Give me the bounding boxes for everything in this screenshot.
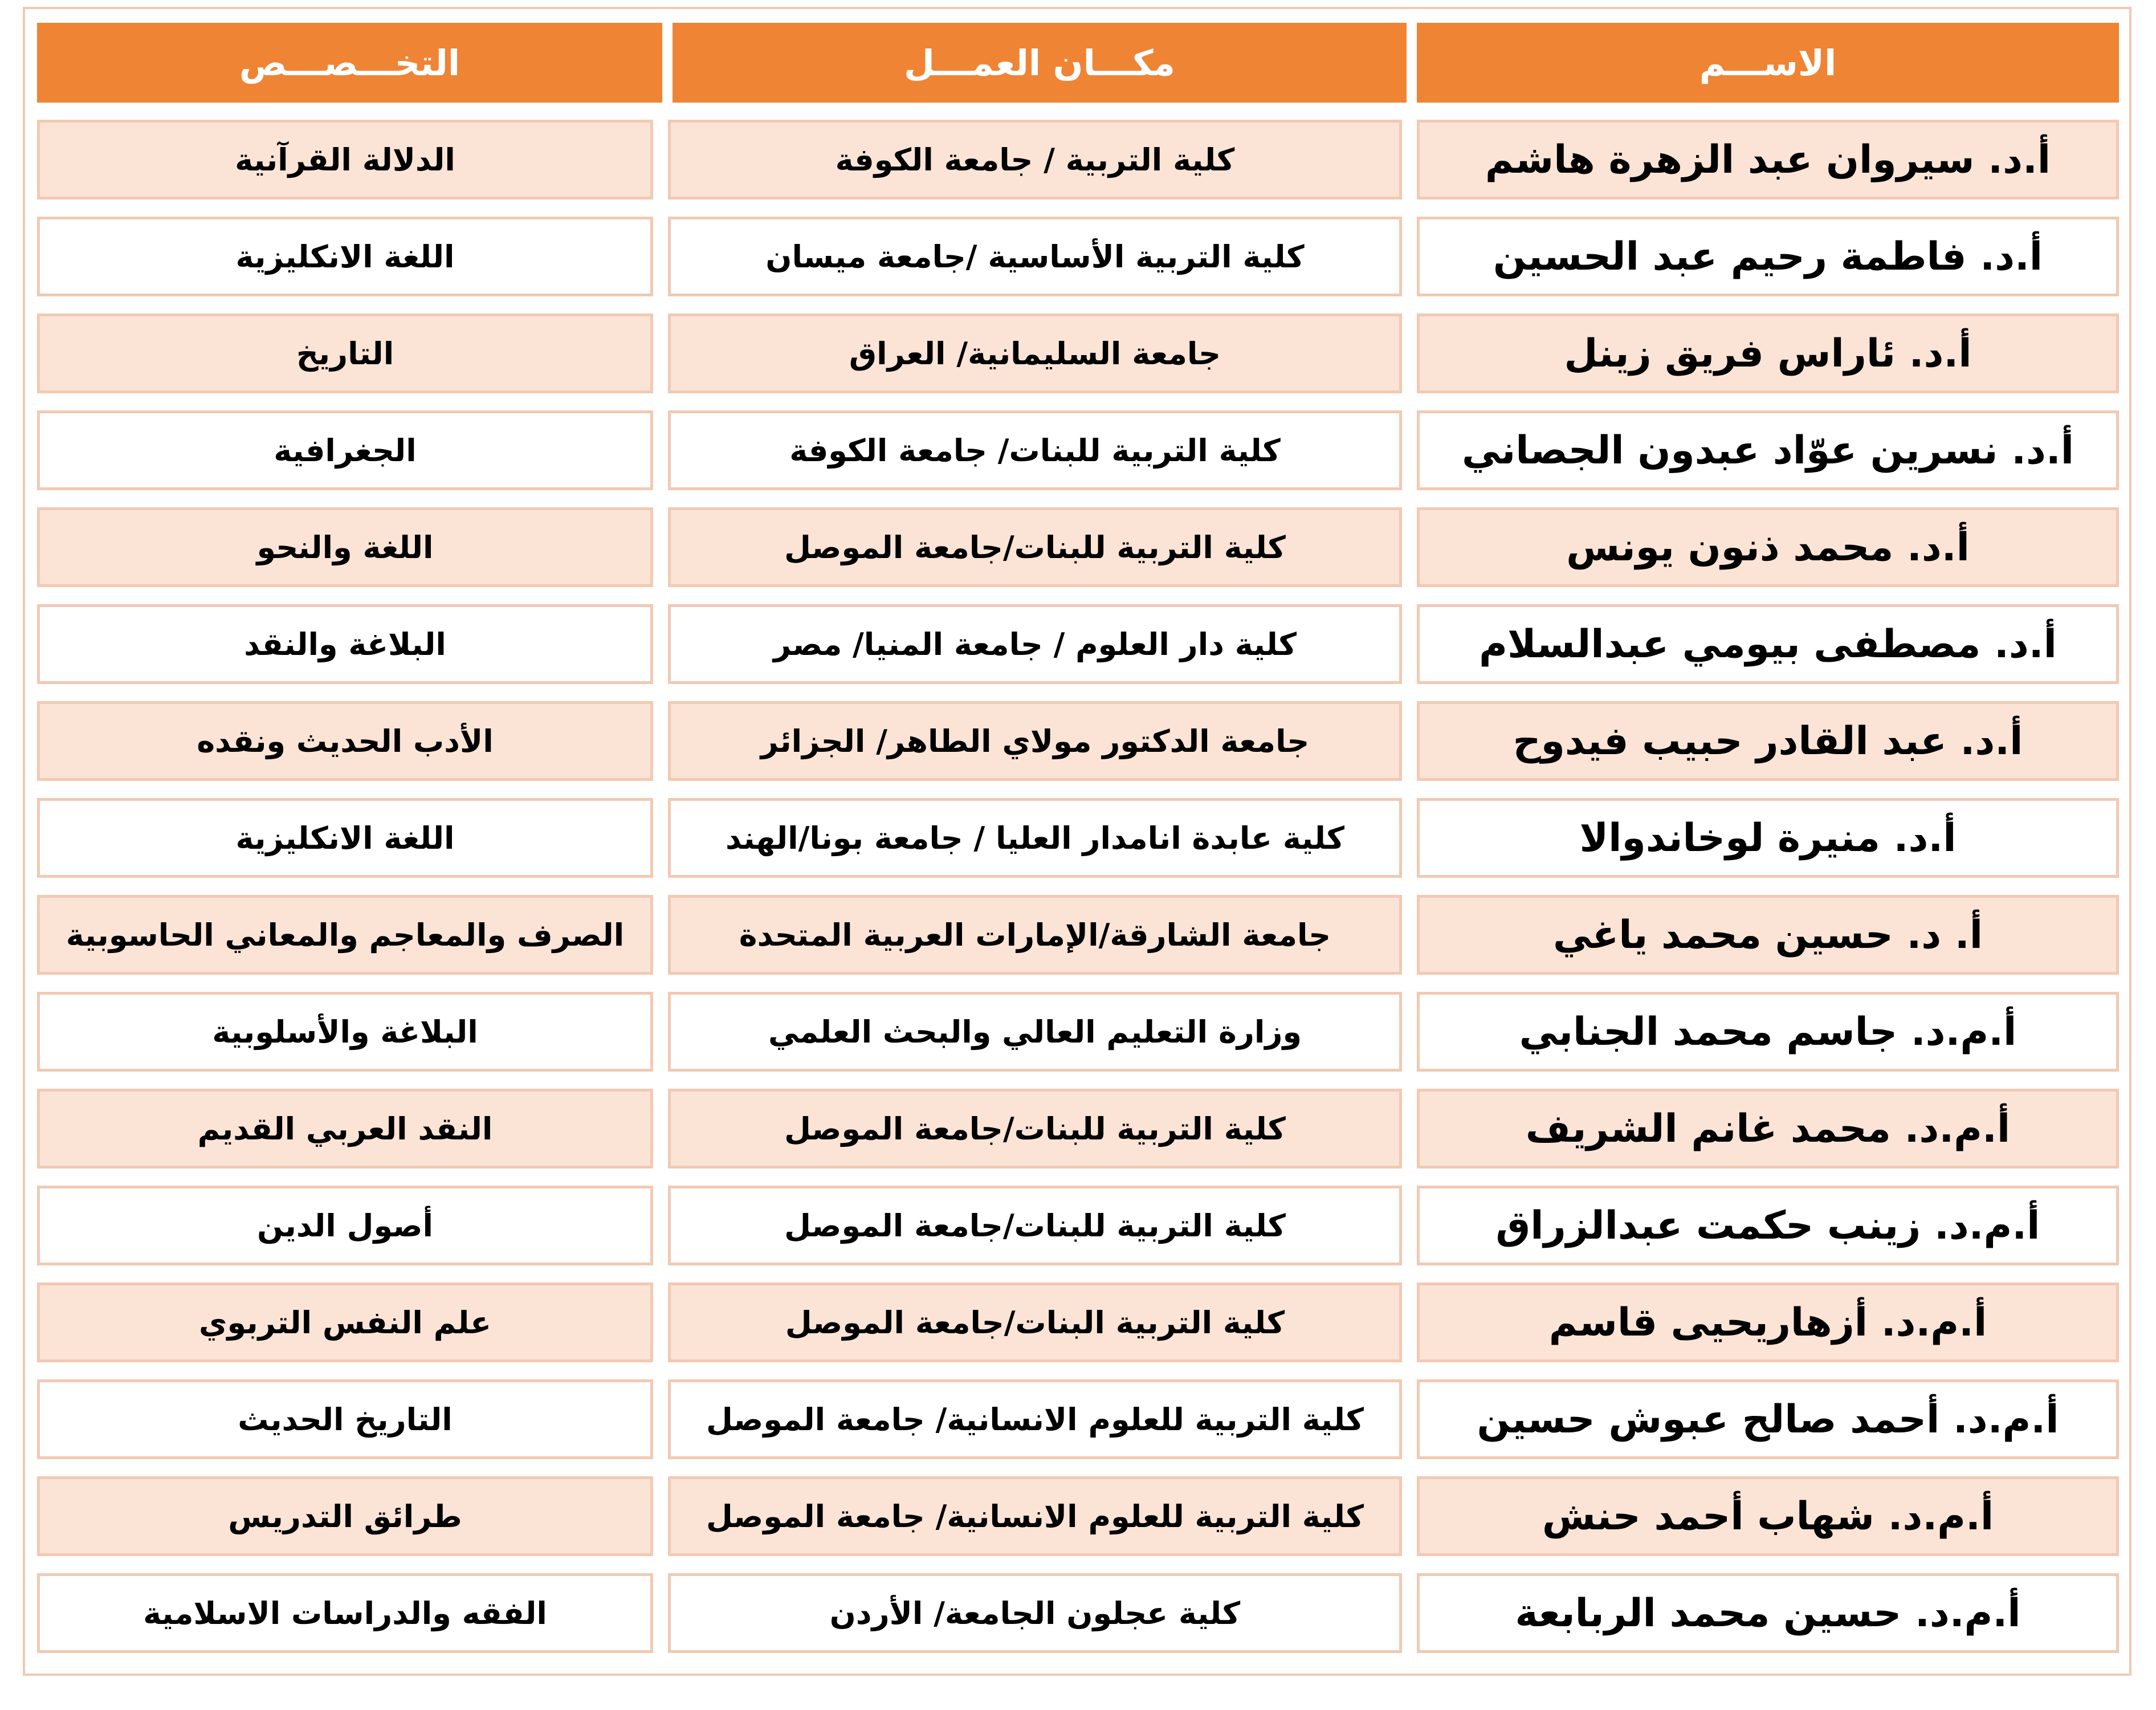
cell-workplace: كلية التربية الأساسية /جامعة ميسان: [668, 217, 1402, 296]
cell-name: أ.د. نسرين عوّاد عبدون الجصاني: [1417, 410, 2119, 490]
cell-specialty: الصرف والمعاجم والمعاني الحاسوبية: [37, 895, 653, 975]
cell-workplace: كلية التربية البنات/جامعة الموصل: [668, 1282, 1402, 1362]
cell-specialty: الفقه والدراسات الاسلامية: [37, 1573, 653, 1653]
cell-specialty: طرائق التدريس: [37, 1476, 653, 1556]
cell-name: أ.د. ئاراس فريق زينل: [1417, 314, 2119, 393]
cell-workplace: وزارة التعليم العالي والبحث العلمي: [668, 992, 1402, 1072]
cell-specialty: البلاغة والأسلوبية: [37, 992, 653, 1072]
table-row: [37, 701, 2119, 781]
cell-specialty: الدلالة القرآنية: [37, 120, 653, 199]
cell-workplace: كلية التربية للبنات/ جامعة الكوفة: [668, 410, 1402, 490]
cell-workplace: كلية التربية للبنات/جامعة الموصل: [668, 507, 1402, 587]
header-specialty: التخـــصـــص: [239, 42, 460, 84]
cell-workplace: جامعة السليمانية/ العراق: [668, 314, 1402, 393]
cell-specialty: اللغة الانكليزية: [37, 798, 653, 878]
header-separator: [1407, 23, 1417, 103]
table-row: [37, 1573, 2119, 1653]
cell-workplace: كلية التربية للبنات/جامعة الموصل: [668, 1089, 1402, 1168]
table-row: [37, 410, 2119, 490]
cell-workplace: كلية دار العلوم / جامعة المنيا/ مصر: [668, 604, 1402, 684]
staff-table: [37, 23, 2119, 1670]
cell-name: أ.م.د. زينب حكمت عبدالزراق: [1417, 1186, 2119, 1265]
table-row: [37, 1282, 2119, 1362]
cell-specialty: اللغة والنحو: [37, 507, 653, 587]
cell-workplace: كلية عابدة انامدار العليا / جامعة بونا/الهند: [668, 798, 1402, 878]
cell-name: أ.د. فاطمة رحيم عبد الحسين: [1417, 217, 2119, 296]
table-row: [37, 217, 2119, 296]
cell-workplace: كلية التربية / جامعة الكوفة: [668, 120, 1402, 199]
cell-name: أ.د. سيروان عبد الزهرة هاشم: [1417, 120, 2119, 199]
cell-workplace: جامعة الدكتور مولاي الطاهر/ الجزائر: [668, 701, 1402, 781]
table-row: [37, 895, 2119, 975]
table-row: [37, 992, 2119, 1072]
cell-name: أ.م.د. محمد غانم الشريف: [1417, 1089, 2119, 1168]
cell-workplace: كلية التربية للعلوم الانسانية/ جامعة الموصل: [668, 1379, 1402, 1459]
cell-name: أ.د. منيرة لوخاندوالا: [1417, 798, 2119, 878]
table-row: [37, 1476, 2119, 1556]
cell-workplace: جامعة الشارقة/الإمارات العربية المتحدة: [668, 895, 1402, 975]
cell-specialty: الجغرافية: [37, 410, 653, 490]
cell-specialty: التاريخ: [37, 314, 653, 393]
table-row: [37, 604, 2119, 684]
table-header: [37, 23, 2119, 103]
table-row: [37, 1186, 2119, 1265]
cell-name: أ.م.د. جاسم محمد الجنابي: [1417, 992, 2119, 1072]
cell-workplace: كلية التربية للبنات/جامعة الموصل: [668, 1186, 1402, 1265]
cell-workplace: كلية عجلون الجامعة/ الأردن: [668, 1573, 1402, 1653]
header-workplace: مكـــان العمـــل: [904, 42, 1175, 84]
header-separator: [662, 23, 673, 103]
cell-specialty: التاريخ الحديث: [37, 1379, 653, 1459]
cell-name: أ.د. عبد القادر حبيب فيدوح: [1417, 701, 2119, 781]
cell-workplace: كلية التربية للعلوم الانسانية/ جامعة الموصل: [668, 1476, 1402, 1556]
table-row: [37, 314, 2119, 393]
cell-specialty: النقد العربي القديم: [37, 1089, 653, 1168]
table-row: [37, 120, 2119, 199]
cell-name: أ.م.د. حسين محمد الربابعة: [1417, 1573, 2119, 1653]
cell-specialty: اللغة الانكليزية: [37, 217, 653, 296]
cell-specialty: البلاغة والنقد: [37, 604, 653, 684]
cell-name: أ.م.د. أحمد صالح عبوش حسين: [1417, 1379, 2119, 1459]
cell-name: أ.د. محمد ذنون يونس: [1417, 507, 2119, 587]
header-name: الاســـم: [1699, 42, 1837, 84]
cell-specialty: علم النفس التربوي: [37, 1282, 653, 1362]
cell-specialty: أصول الدين: [37, 1186, 653, 1265]
cell-name: أ.د. مصطفى بيومي عبدالسلام: [1417, 604, 2119, 684]
table-row: [37, 1089, 2119, 1168]
table-row: [37, 507, 2119, 587]
cell-name: أ. د. حسين محمد ياغي: [1417, 895, 2119, 975]
cell-specialty: الأدب الحديث ونقده: [37, 701, 653, 781]
table-row: [37, 1379, 2119, 1459]
cell-name: أ.م.د. شهاب أحمد حنش: [1417, 1476, 2119, 1556]
cell-name: أ.م.د. أزهاريحيى قاسم: [1417, 1282, 2119, 1362]
table-row: [37, 798, 2119, 878]
